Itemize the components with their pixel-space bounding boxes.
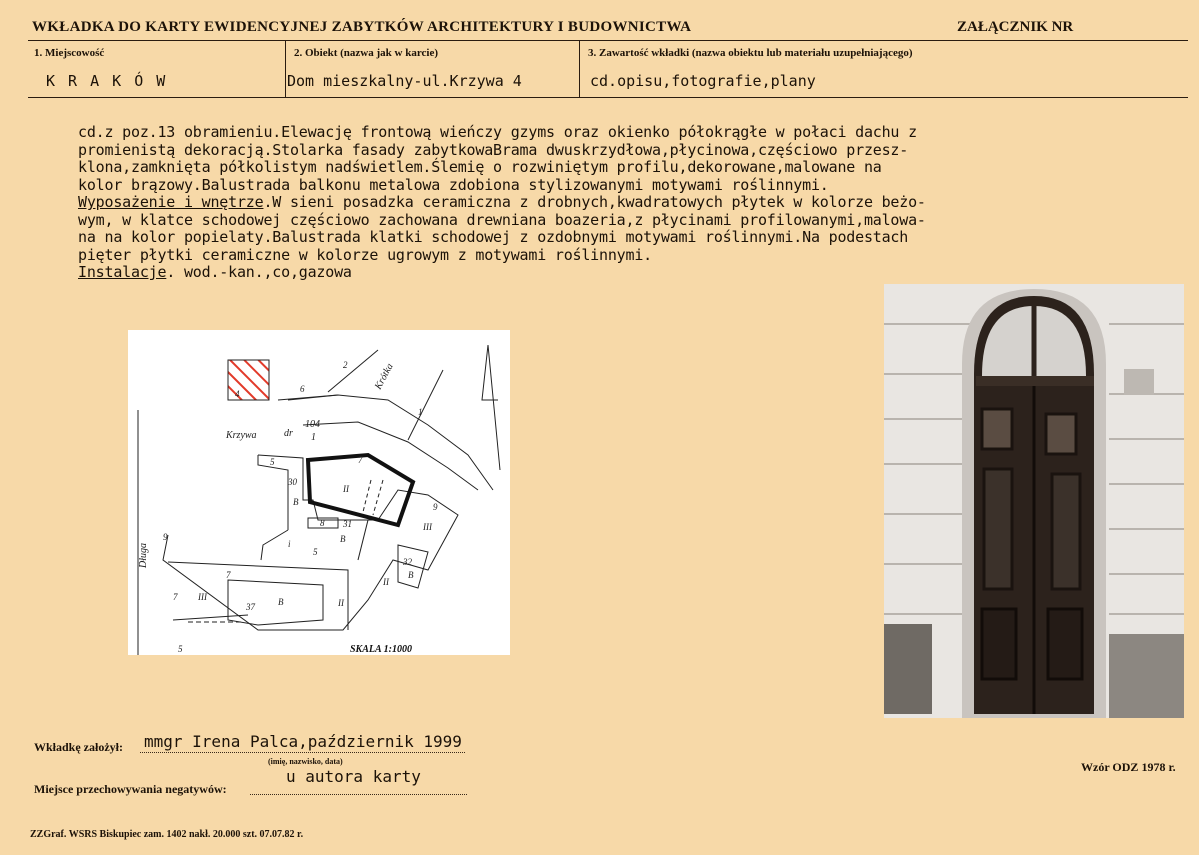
- map-label: 5: [178, 644, 183, 654]
- map-label: 37: [246, 602, 255, 612]
- map-label: B: [293, 497, 299, 507]
- map-label: 7: [358, 455, 363, 465]
- header-divider: [28, 40, 1188, 41]
- map-label: II: [383, 577, 389, 587]
- print-info: ZZGraf. WSRS Biskupiec zam. 1402 nakł. 20.000 szt. 07.07.82 r.: [30, 829, 304, 840]
- map-label: III: [198, 592, 207, 602]
- founder-line: [140, 752, 465, 753]
- map-label: 6: [300, 384, 305, 394]
- plot-prefix: dr: [284, 428, 293, 439]
- map-label: 9: [163, 532, 168, 542]
- locality-label: 1. Miejscowość: [34, 47, 105, 59]
- plot-number-sub: 1: [311, 432, 316, 443]
- description-text: [78, 124, 1088, 282]
- street-name-krotka: Krótka: [372, 361, 396, 392]
- map-label: 2: [343, 360, 348, 370]
- map-label: 1: [418, 407, 423, 417]
- locality-value: K R A K Ó W: [46, 72, 168, 90]
- text-line: wym, w klatce schodowej częściowo zachowana drewniana boazeria,z płycinami profilowanymi,malowa-: [78, 210, 926, 229]
- text-line: .W sieni posadzka ceramiczna z drobnych,kwadratowych płytek w kolorze beżo-: [263, 193, 926, 211]
- founder-value: mmgr Irena Palca,październik 1999: [144, 732, 462, 751]
- map-label: 5: [270, 457, 275, 467]
- door-photograph: [884, 284, 1184, 718]
- text-line: klona,zamknięta półkolistym nadświetlem.Ślemię o rozwiniętym profilu,dekorowane,malowane na: [78, 158, 882, 176]
- street-name-dluga: Długa: [138, 543, 149, 568]
- text-line: na na kolor popielaty.Balustrada klatki schodowej z ozdobnymi motywami roślinnymi.Na podestach: [78, 228, 909, 246]
- map-label: 30: [288, 477, 297, 487]
- founder-label: Wkładkę założył:: [34, 740, 123, 754]
- map-label: III: [423, 522, 432, 532]
- text-line: . wod.-kan.,co,gazowa: [166, 263, 352, 281]
- text-line: pięter płytki ceramiczne w kolorze ugrowym z motywami roślinnymi.: [78, 245, 652, 264]
- object-label: 2. Obiekt (nazwa jak w karcie): [294, 47, 439, 59]
- site-plan-drawing: [128, 330, 510, 655]
- form-title: WKŁADKA DO KARTY EWIDENCYJNEJ ZABYTKÓW ARCHITEKTURY I BUDOWNICTWA: [32, 19, 692, 35]
- map-label: B: [278, 597, 284, 607]
- map-label: B: [408, 570, 414, 580]
- text-line: cd.z poz.13 obramieniu.Elewację frontową wieńczy gzyms oraz okienko półokrągłe w połaci dachu z: [78, 123, 917, 141]
- map-label: 31: [343, 519, 352, 529]
- field-divider: [285, 41, 286, 98]
- map-label: B: [340, 534, 346, 544]
- storage-value: u autora karty: [286, 767, 421, 786]
- text-line: kolor brązowy.Balustrada balkonu metalowa zdobiona stylizowanymi motywami roślinnymi.: [78, 175, 829, 194]
- annex-label: ZAŁĄCZNIK NR: [957, 19, 1074, 35]
- map-label: II: [343, 484, 349, 494]
- map-label: 5: [313, 547, 318, 557]
- plot-number: 104: [305, 419, 320, 430]
- map-label: 9: [433, 502, 438, 512]
- contents-label: 3. Zawartość wkładki (nazwa obiektu lub materiału uzupełniającego): [588, 47, 913, 59]
- site-plan: [128, 330, 510, 655]
- fields-divider: [28, 97, 1188, 98]
- map-label: i: [288, 539, 291, 549]
- field-divider: [579, 41, 580, 98]
- form-model: Wzór ODZ 1978 r.: [1081, 760, 1176, 774]
- section-heading: Instalacje: [78, 263, 167, 281]
- storage-label: Miejsce przechowywania negatywów:: [34, 782, 227, 796]
- object-value: Dom mieszkalny-ul.Krzywa 4: [287, 72, 522, 90]
- section-heading: Wyposażenie i wnętrze: [78, 193, 264, 211]
- map-label: II: [338, 598, 344, 608]
- door-photo-image: [884, 284, 1184, 718]
- founder-hint: (imię, nazwisko, data): [268, 757, 343, 766]
- storage-line: [250, 794, 467, 795]
- map-label: 7: [173, 592, 178, 602]
- contents-value: cd.opisu,fotografie,plany: [590, 72, 816, 90]
- map-label: 8: [320, 518, 325, 528]
- map-label: 32: [403, 557, 412, 567]
- street-name-krzywa: Krzywa: [226, 430, 257, 441]
- text-line: promienistą dekoracją.Stolarka fasady zabytkowaBrama dwuskrzydłowa,płycinowa,częściowo przesz-: [78, 140, 909, 159]
- map-label: 4: [235, 389, 240, 399]
- map-scale: SKALA 1:1000: [350, 644, 412, 655]
- map-label: 7: [226, 570, 231, 580]
